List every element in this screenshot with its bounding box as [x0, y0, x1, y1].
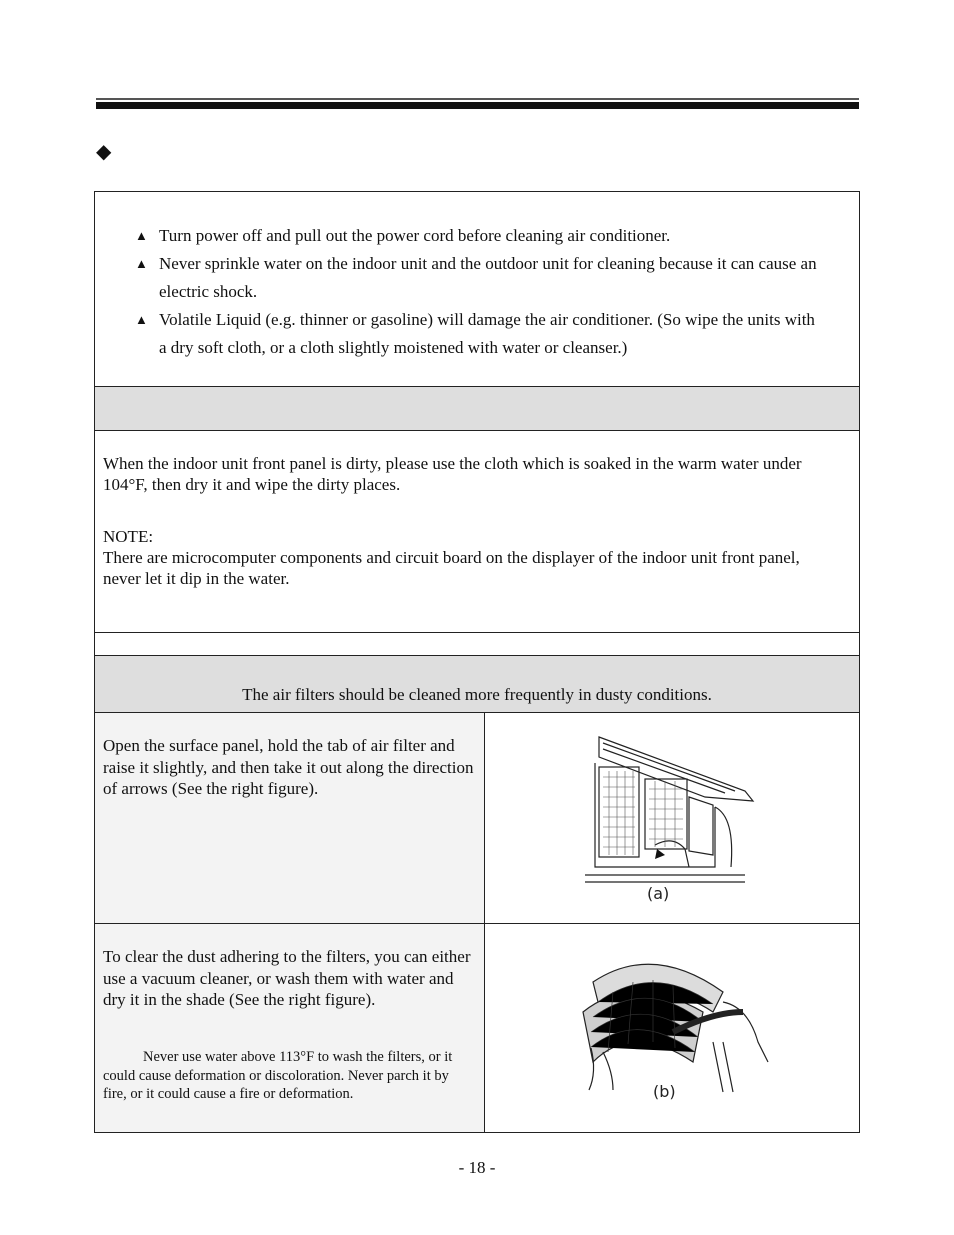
note-text: There are microcomputer components and circuit board on the displayer of the indoor unit front panel, never let it dip in the water. — [103, 548, 800, 588]
warning-triangle-icon: ▲ — [135, 256, 148, 271]
warnings-section — [95, 192, 859, 387]
figure-b-label: (b) — [653, 1082, 676, 1101]
front-panel-header — [95, 387, 859, 431]
header-rule — [96, 98, 859, 110]
front-panel-section — [95, 431, 859, 633]
warning-item — [135, 306, 819, 362]
section-diamond-icon: ◆ — [96, 141, 112, 163]
spacer-row — [95, 633, 859, 656]
warning-text: Turn power off and pull out the power cord before cleaning air conditioner. — [159, 226, 671, 245]
filter-step-figure-cell — [485, 924, 859, 1132]
warning-list — [135, 222, 819, 362]
warning-text: Never sprinkle water on the indoor unit and the outdoor unit for cleaning because it can cause an electric shock. — [159, 254, 817, 301]
page-number: - 18 - — [458, 1158, 496, 1177]
warning-triangle-icon: ▲ — [135, 312, 148, 327]
warning-triangle-icon: ▲ — [135, 228, 148, 243]
maintenance-table — [94, 191, 860, 1133]
filter-step-row — [95, 924, 859, 1132]
header-rule-thin — [96, 98, 859, 100]
header-rule-thick — [96, 102, 859, 109]
filter-step-row — [95, 713, 859, 924]
filter-step-figure-cell — [485, 713, 859, 923]
front-panel-instruction: When the indoor unit front panel is dirty, please use the cloth which is soaked in the warm water under 104°F, then dry it and wipe the dirty places. — [103, 454, 802, 494]
filter-caution-text: Never use water above 113°F to wash the filters, or it could cause deformation or discoloration. Never parch it by fire, or it could cause a fire or deformation. — [103, 1049, 453, 1102]
air-filter-header — [95, 656, 859, 713]
wash-filter-figure — [573, 952, 773, 1112]
filter-step-text: To clear the dust adhering to the filters, you can either use a vacuum cleaner, or wash them with water and dry it in the shade (See the right figure). — [103, 947, 471, 1009]
warning-item — [135, 250, 819, 306]
warning-item — [135, 222, 819, 250]
remove-filter-figure — [585, 727, 760, 912]
warning-text: Volatile Liquid (e.g. thinner or gasoline) will damage the air conditioner. (So wipe the units with a dry soft cloth, or a cloth slightly moistened with water or cleanser.) — [159, 310, 815, 357]
air-filter-header-text: The air filters should be cleaned more frequently in dusty conditions. — [242, 685, 712, 704]
figure-a-label: (a) — [647, 884, 670, 903]
note-label: NOTE: — [103, 527, 154, 546]
filter-step-text: Open the surface panel, hold the tab of air filter and raise it slightly, and then take it out along the direction of arrows (See the right figure). — [103, 736, 474, 798]
filter-step-text-cell — [95, 713, 485, 923]
front-panel-text-block — [103, 453, 839, 589]
filter-step-text-cell — [95, 924, 485, 1132]
